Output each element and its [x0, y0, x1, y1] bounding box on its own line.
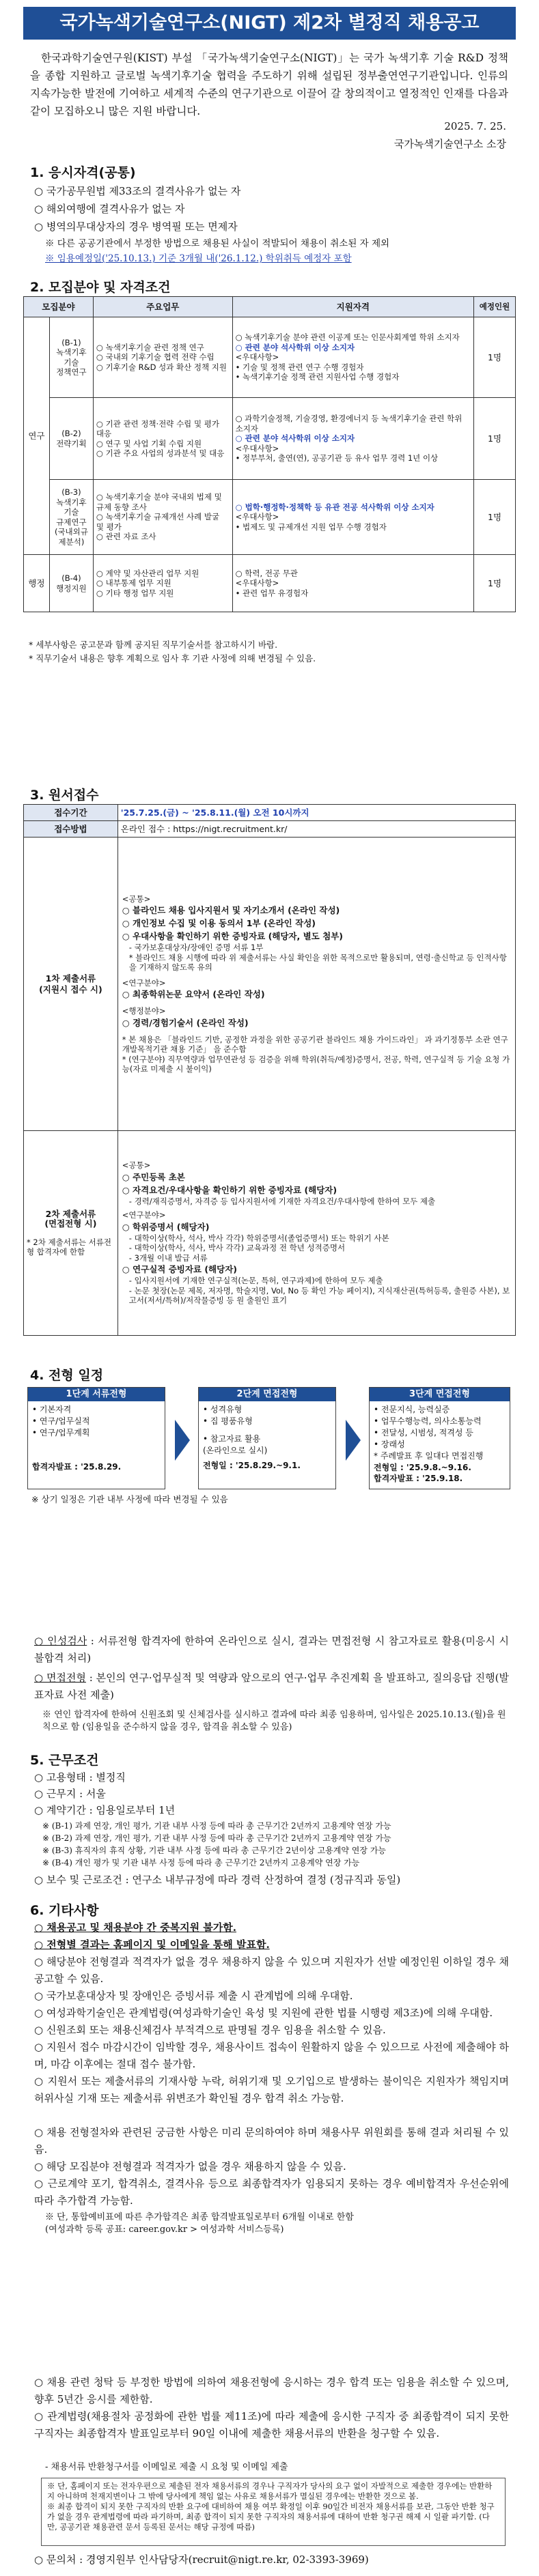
count: 1명	[474, 480, 516, 555]
application-table	[23, 804, 516, 1336]
doc-line: <연구분야>	[122, 977, 166, 988]
recruit-fields-table	[23, 296, 516, 612]
sec6b-item: - 채용서류 반환청구서를 이메일로 제출 시 요청 및 이메일 제출	[45, 2462, 288, 2472]
field-name: (B-3) 녹색기후기술 규제연구 (국내외규제분석)	[49, 480, 93, 555]
stage-item: (온라인으로 실시)	[203, 1446, 268, 1455]
doc-line: <공통>	[122, 893, 151, 904]
stage-item: • 전달성, 시범성, 적격성 등	[374, 1428, 473, 1437]
qual: ○ 학력, 전공 무관	[235, 568, 298, 578]
sec1-item: ○ 해외여행에 결격사유가 없는 자	[34, 203, 185, 215]
qual: <우대사항>	[235, 512, 279, 522]
stage-head: 1단계 서류전형	[28, 1388, 165, 1401]
doc-line: <공통>	[122, 1160, 151, 1171]
qual: ○ 관련 분야 석사학위 이상 소지자	[235, 342, 355, 352]
method-value: 온라인 접수 : https://nigt.recruitment.kr/	[118, 821, 515, 838]
doc-line: - 논문 첫장(논문 제목, 저자명, 학술지명, Vol, No 등 확인 가능 페이지), 지식재산권(특허등록, 출원증 사본), 보고서(저서/특허)/저작물증빙 등 원 출원인 표기	[128, 1285, 510, 1306]
doc-line: - 경력/재직증명서, 자격증 등 입사지원서에 기재한 자격요건/우대사항에 한하여 모두 제출	[128, 1196, 436, 1206]
table-row	[24, 555, 516, 612]
task: ○ 계약 및 자산관리 업무 지원	[96, 568, 199, 578]
stage-result: 합격자발표 : '25.8.29.	[32, 1462, 122, 1472]
sec1-item: ○ 병역의무대상자의 경우 병역필 또는 면제자	[34, 220, 238, 233]
table-row	[24, 480, 516, 555]
section-1-title: 1. 응시자격(공통)	[30, 165, 136, 180]
sec6-item: ○ 여성과학기술인은 관계법령(여성과학기술인 육성 및 지원에 관한 법률 시행령 제3조)에 의해 우대함.	[34, 2007, 493, 2019]
group-research: 연구	[24, 317, 50, 555]
method-label: 접수방법	[24, 821, 118, 838]
qual: <우대사항>	[235, 352, 279, 362]
sec6-item: ○ 신원조회 또는 채용신체검사 부적격으로 판명될 경우 임용을 취소할 수 있음.	[34, 2024, 386, 2036]
contact-line: ○ 문의처 : 경영지원부 인사담당자(recruit@nigt.re.kr, 02-3393-3969)	[34, 2553, 369, 2566]
th-tasks: 주요업무	[93, 297, 232, 317]
doc-line: * 블라인드 채용 시행에 따라 위 제출서류는 사실 확인을 위한 목적으로만 활용되며, 연령·출신학교 등 인적사항을 기재하지 않도록 유의	[128, 952, 507, 972]
notice-date: 2025. 7. 25.	[444, 120, 506, 132]
interview-line: ○ 면접전형 : 본인의 연구·업무실적 및 역량과 앞으로의 연구·업무 추진계획 을 발표하고, 질의응답 진행(발표자료 사전 제출)	[34, 1672, 509, 1701]
stage-item: • 업무수행능력, 의사소통능력	[374, 1416, 482, 1426]
count: 1명	[474, 317, 516, 398]
doc-line: ○ 블라인드 채용 입사지원서 및 자기소개서 (온라인 작성)	[122, 905, 340, 915]
stage-result: 전형일 : '25.9.8.~9.16. 합격자발표 : '25.9.18.	[374, 1463, 471, 1483]
stage-item: • 성격유형	[203, 1405, 243, 1414]
sec6-item: ○ 지원서 또는 제출서류의 기재사항 누락, 허위기재 및 오기입으로 발생하는 불이익은 지원자가 책임지며 허위사실 기재 또는 제출서류 위변조가 확인될 경우 합격 취소 가능함.	[34, 2075, 509, 2104]
sec6b-item: ○ 관계법령(채용절차 공정화에 관한 법률 제11조)에 따라 제출에 응시한 구직자 중 최종합격이 되지 못한 구직자는 최종합격자 발표일로부터 90일 이내에 제출한 채용서류의 반환을 청구할 수 있음.	[34, 2410, 509, 2439]
doc-line: ○ 자격요건/우대사항을 확인하기 위한 증빙자료 (해당자)	[122, 1184, 337, 1195]
count: 1명	[474, 555, 516, 612]
sec2-note: * 세부사항은 공고문과 함께 공지된 직무기술서를 참고하시기 바람.	[29, 640, 278, 650]
stage-item: * 주례발표 후 일대다 면접진행	[374, 1451, 484, 1461]
doc-line: - 대학이상(학사, 석사, 박사 각각) 학위증명서(졸업증명서) 또는 학위기 사본	[128, 1233, 389, 1243]
section-5-title: 5. 근무조건	[30, 1753, 99, 1768]
stage-head: 2단계 면접전형	[199, 1388, 335, 1401]
qual: ○ 관련 분야 석사학위 이상 소지자	[235, 433, 355, 444]
section-6-title: 6. 기타사항	[30, 1903, 99, 1918]
qual: ○ 과학기술정책, 기술경영, 환경에너지 등 녹색기후기술 관련 학위 소지자	[235, 414, 462, 433]
sec4-note: ※ 상기 일정은 기관 내부 사정에 따라 변경될 수 있음	[31, 1494, 228, 1504]
doc-line: ○ 연구실적 증빙자료 (해당자)	[122, 1264, 237, 1275]
task: ○ 기관 주요 사업의 성과분석 및 대응	[96, 448, 225, 458]
th-count: 예정인원	[474, 297, 516, 317]
task: ○ 녹색기후기술 관련 정책 연구	[96, 342, 204, 352]
stage-item: • 연구/업무실적	[32, 1416, 90, 1426]
doc-line: - 국가보훈대상자/장애인 증명 서류 1부	[128, 943, 264, 952]
qual: • 관련 업무 유경험자	[235, 588, 309, 598]
table-row	[24, 317, 516, 398]
sec6-item: ○ 근로계약 포기, 합격취소, 결격사유 등으로 최종합격자가 임용되지 못하는 경우 예비합격자 우선순위에 따라 추가합격 가능함.	[34, 2177, 509, 2207]
qual: • 법제도 및 규제개선 지원 업무 수행 경험자	[235, 521, 387, 532]
stage-item: • 연구/업무계획	[32, 1428, 90, 1437]
doc-line: ○ 개인정보 수집 및 이용 동의서 1부 (온라인 작성)	[122, 918, 316, 928]
sec6-item: ○ 국가보훈대상자 및 장애인은 증빙서류 제출 시 관계법에 의해 우대함.	[34, 1990, 353, 2002]
qual: • 정부부처, 출연(연), 공공기관 등 유사 업무 경력 1년 이상	[235, 453, 439, 463]
doc-line: * (연구분야) 직무역량과 업무연관성 등 검증을 위해 학위(취득/예정)증명서, 전공, 학력, 연구실적 등 기술 요청 가능(자료 미제출 시 불이익)	[122, 1054, 510, 1074]
sec5-note: ※ (B-4) 개인 평가 및 기관 내부 사정 등에 따라 총 근무기간 2년까지 고용계약 연장 가능	[42, 1858, 360, 1867]
qual: • 녹색기후기술 정책 관련 지원사업 수행 경험자	[235, 372, 400, 382]
doc-line: ○ 최종학위논문 요약서 (온라인 작성)	[122, 989, 265, 999]
task: ○ 기타 행정 업무 지원	[96, 588, 174, 598]
doc-line: - 입사지원서에 기재한 연구실적(논문, 특허, 연구과제)에 한하여 모두 제출	[128, 1276, 383, 1286]
arrow-right-icon	[346, 1420, 361, 1461]
sec6-item: ○ 해당분야 전형결과 적격자가 없을 경우 채용하지 않을 수 있으며 지원자가 선발 예정인원 이하일 경우 채공고할 수 있음.	[34, 1956, 509, 1985]
stage-item: • 장래성	[374, 1440, 405, 1449]
doc-line: <행정분야>	[122, 1006, 166, 1016]
group-admin: 행정	[24, 555, 50, 612]
notice-box	[41, 2478, 506, 2546]
period-value: '25.7.25.(금) ~ '25.8.11.(월) 오전 10시까지	[118, 805, 515, 821]
doc-line: - 대학이상(학사, 석사, 박사 각각) 교육과정 전 학년 성적증명서	[128, 1243, 346, 1253]
notice-organization: 국가녹색기술연구소 소장	[393, 138, 506, 150]
interview-note: ※ 연인 합격자에 한하여 신원조회 및 신체검사를 실시하고 결과에 따라 최종 임용하며, 임사일은 2025.10.13.(월)을 원칙으로 함 (임용일을 준수하지 않을 경우, 합격을 취소할 수 있음)	[42, 1710, 506, 1732]
stage-item: • 전문지식, 능력실증	[374, 1405, 450, 1414]
task: ○ 녹색기후기술 규제개선 사례 발굴 및 평가	[96, 512, 220, 532]
sec5-item: ○ 고용형태 : 별정직	[34, 1771, 126, 1784]
qual: ○ 법학·행정학·정책학 등 유관 전공 석사학위 이상 소지자	[235, 502, 434, 512]
stage-2	[198, 1387, 336, 1489]
field-name: (B-1) 녹색기후기술 정책연구	[49, 317, 93, 398]
section-3-title: 3. 원서접수	[30, 788, 99, 803]
docs1-label: 1차 제출서류 (지원시 접수 시)	[24, 838, 118, 1131]
sec2-note: * 직무기술서 내용은 향후 계획으로 임사 후 기관 사정에 의해 변경될 수 있음.	[29, 653, 316, 663]
sec5-pay: ○ 보수 및 근로조건 : 연구소 내부규정에 따라 경력 산정하여 결정 (정규직과 동일)	[34, 1874, 401, 1886]
section-2-title: 2. 모집분야 및 자격조건	[30, 280, 171, 295]
sec6-item: ○ 전형별 결과는 홈페이지 및 이메일을 통해 발표함.	[34, 1938, 270, 1951]
notice-box-text: ※ 단, 홈페이지 또는 전자우편으로 제출된 전자 채용서류의 경우나 구직자가 당사의 요구 없이 자발적으로 제출한 경우에는 반환하지 아니하며 천재지변이나 그 밖에 당사에게 책임 없는 사유로 채용서류가 멸실된 경우에는 반환한 것으로 봄. ※ 최종 합격이 되지 못한 구직자의 반환 요구에 대비하여 채용 여부 확정일 이후 90일간 비전자 채용서류를 보관, 그동안 반환 청구가 없을 경우 관계법령에 따라 파기하며, 최종 합격이 되지 못한 구직자의 채용서류에 대하여 반환 청구권 해제 시 일괄 파기함. (다만, 공공기관 채용관련 문서 등록된 문서는 해당 규정에 따름)	[47, 2481, 495, 2532]
qual: ○ 녹색기후기술 분야 관련 이공계 또는 인문사회계열 학위 소지자	[235, 332, 460, 343]
docs2-label: 2차 제출서류 (면접전형 시)	[44, 1208, 97, 1229]
task: ○ 녹색기후기술 분야 국내외 법제 및 규제 동향 조사	[96, 492, 222, 512]
sec5-item: ○ 근무지 : 서울	[34, 1788, 106, 1800]
doc-line: * 본 채용은 「블라인드 기반, 공정한 과정을 위한 공공기관 블라인드 채용 가이드라인」 과 과기정통부 소관 연구개발목적기관 채용 기준」 을 준수함	[122, 1034, 508, 1054]
doc-line: ○ 학위증명서 (해당자)	[122, 1221, 210, 1232]
task: ○ 기후기술 R&D 성과 확산 정책 지원	[96, 362, 227, 372]
task: ○ 기관 관련 정책·전략 수립 및 평가 대응	[96, 418, 219, 438]
field-name: (B-2) 전략기획	[49, 398, 93, 480]
stage-item: • 기본자격	[32, 1405, 72, 1414]
stage-item: • 참고자료 활용	[203, 1434, 261, 1444]
sec5-item: ○ 계약기간 : 임용일로부터 1년	[34, 1804, 176, 1816]
sec6-item: ○ 해당 모집분야 전형결과 적격자가 없을 경우 채용하지 않을 수 있음.	[34, 2160, 346, 2173]
intro-paragraph: 한국과학기술연구원(KIST) 부설 「국가녹색기술연구소(NIGT)」는 국가 녹색기후 기술 R&D 정책을 종합 지원하고 글로벌 녹색기후기술 협력을 주도하기 위해 설립된 정부출연연구기관입니다. 인류의 지속가능한 발전에 기여하고 세계적 수준의 연구기관으로 이끌어 갈 창의적이고 열정적인 인재를 다음과 같이 모집하오니 많은 지원 바랍니다.	[30, 52, 508, 117]
qual: <우대사항>	[235, 578, 279, 588]
sec5-note: ※ (B-1) 과제 연장, 개인 평가, 기관 내부 사정 등에 따라 총 근무기간 2년까지 고용계약 연장 가능	[42, 1821, 391, 1831]
title-bar	[23, 7, 516, 40]
stage-1	[27, 1387, 165, 1489]
sec6-note: (여성과학 등록 공표: career.gov.kr > 여성과학 서비스등록)	[45, 2224, 284, 2235]
sec6-item: ○ 채용 전형절차와 관련된 궁금한 사항은 미리 문의하여야 하며 채용사무 위원회를 통해 결과 처리될 수 있음.	[34, 2126, 509, 2156]
stage-head: 3단계 면접전형	[370, 1388, 510, 1401]
task: ○ 관련 자료 조사	[96, 532, 156, 542]
doc-line: <연구분야>	[122, 1210, 166, 1220]
qual: <우대사항>	[235, 443, 279, 453]
doc-line: ○ 경력/경험기술서 (온라인 작성)	[122, 1017, 249, 1028]
doc-line: - 3개월 이내 발급 서류	[128, 1253, 208, 1263]
arrow-right-icon	[175, 1420, 190, 1461]
doc-line: ○ 주민등록 초본	[122, 1171, 185, 1182]
stage-item: • 집 평품유형	[203, 1416, 253, 1426]
sec6b-item: ○ 채용 관련 청탁 등 부정한 방법에 의하여 채용전형에 응시하는 경우 합격 또는 임용을 취소할 수 있으며, 향후 5년간 응시를 제한함.	[34, 2376, 509, 2405]
sec6-note: ※ 단, 통합예비표에 따른 추가합격은 최종 합격발표일로부터 6개월 이내로 한함	[45, 2212, 354, 2222]
sec6-item: ○ 지원서 접수 마감시간이 임박할 경우, 채용사이트 접속이 원활하지 않을 수 있으므로 사전에 제출해야 하며, 마감 이후에는 절대 접수 불가함.	[34, 2041, 509, 2070]
task: ○ 내부통제 업무 지원	[96, 578, 171, 588]
sec5-note: ※ (B-3) 휴직자의 휴직 상황, 기관 내부 사정 등에 따라 총 근무기간 2년이상 고용계약 연장 가능	[42, 1846, 386, 1855]
task: ○ 국내외 기후기술 협력 전략 수립	[96, 352, 215, 362]
interview-line: ○ 인성검사 : 서류전형 합격자에 한하여 온라인으로 실시, 결과는 면접전형 시 참고자료로 활용(미응시 시 불합격 처리)	[34, 1635, 509, 1664]
section-4-title: 4. 전형 일정	[30, 1368, 104, 1383]
stage-3	[369, 1387, 510, 1489]
table-row	[24, 398, 516, 480]
th-field: 모집분야	[24, 297, 94, 317]
field-name: (B-4) 행정지원	[49, 555, 93, 612]
page-title: 국가녹색기술연구소(NIGT) 제2차 별정직 채용공고	[59, 12, 480, 33]
th-quals: 지원자격	[232, 297, 473, 317]
doc-line: ○ 우대사항을 확인하기 위한 증빙자료 (해당자, 별도 첨부)	[122, 931, 343, 941]
sec1-item: ○ 국가공무원법 제33조의 결격사유가 없는 자	[34, 185, 241, 197]
qual: • 기술 및 정책 관련 연구 수행 경험자	[235, 362, 364, 372]
period-label: 접수기간	[24, 805, 118, 821]
sec1-note: ※ 다른 공공기관에서 부정한 방법으로 채용된 사실이 적발되어 채용이 취소된 자 제외	[45, 238, 390, 249]
sec5-note: ※ (B-2) 과제 연장, 개인 평가, 기관 내부 사정 등에 따라 총 근무기간 2년까지 고용계약 연장 가능	[42, 1833, 391, 1843]
count: 1명	[474, 398, 516, 480]
sec1-note: ※ 임용예정일('25.10.13.) 기준 3개월 내('26.1.12.) 학위취득 예정자 포함	[45, 253, 352, 264]
docs2-note: * 2차 제출서류는 서류전형 합격자에 한함	[27, 1237, 112, 1257]
task: ○ 연구 및 사업 기획 수립 지원	[96, 438, 202, 448]
sec6-item: ○ 채용공고 및 채용분야 간 중복지원 불가함.	[34, 1921, 236, 1934]
stage-result: 전형일 : '25.8.29.~9.1.	[203, 1461, 301, 1470]
